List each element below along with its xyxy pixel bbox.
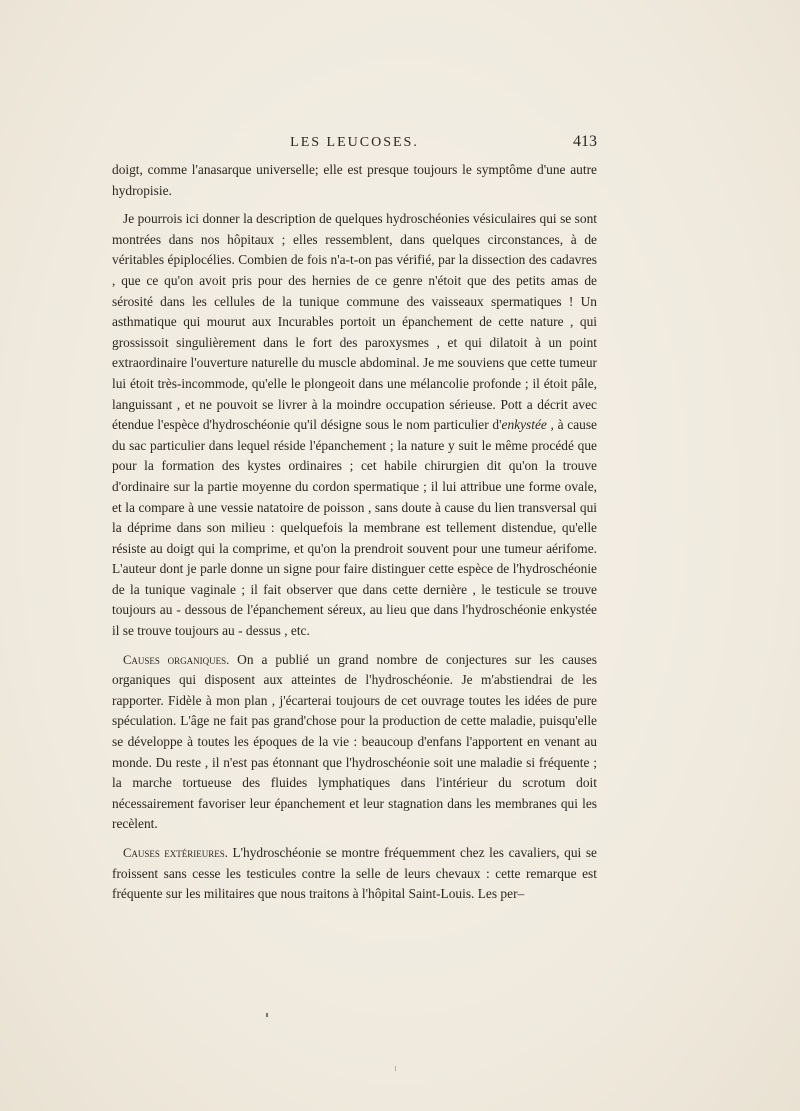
section-heading-causes-exterieures: Causes extérieures. [123,846,228,860]
italic-term-enkystee: enkystée , [501,417,554,433]
paragraph-text: On a publié un grand nombre de conjectures sur les causes organiques qui disposent aux atteintes de l'hydroschéonie. Je m'abstiendrai de les rapporter. Fidèle à mon plan , j'écarterai toujours de cet ouvrage toutes les idées de pure spéculation. L'âge ne fait pas grand'chose pour la production de cette maladie, puisqu'elle se développe à toutes les époques de la vie : beaucoup d'enfans l'apportent en venant au monde. Du reste , il n'est pas étonnant que l'hydroschéonie soit une maladie si fréquente ; la marche tortueuse des fluides lymphatiques dans l'intérieur du scrotum doit nécessairement favoriser leur épanchement et leur stagnation dans les membranes qui les recèlent. [112,651,597,832]
paragraph-causes-exterieures [112,843,597,905]
paragraph-vesicular-hydroscheonies [112,209,597,641]
paragraph-text: Je pourrois ici donner la description de quelques hydroschéonies vésiculaires qui se sont montrées dans nos hôpitaux ; elles ressemblent, dans quelques circonstances, à de véritables épiplocélies. Combien de fois n'a-t-on pas vérifié, par la dissection des cadavres , que ce qu'on avoit pris pour des hernies de ce genre n'étoit que des petits amas de sérosité dans les cellules de la tunique commune des vaisseaux spermatiques ! Un asthmatique qui mourut aux Incurables portoit un épanchement de cette nature , qui grossissoit singulièrement dans le fort des paroxysmes , et qui dilatoit à un point extraordinaire l'ouverture naturelle du muscle abdominal. Je me souviens que cette tumeur lui étoit très-incommode, qu'elle le plongeoit dans une mélancolie profonde ; il étoit pâle, languissant , et ne pouvoit se livrer à la moindre occupation sérieuse. Pott a décrit avec étendue l'espèce d'hydroschéonie qu'il désigne sous le nom particulier d' [112,211,597,433]
paragraph-text: L'hydroschéonie se montre fréquemment chez les cavaliers, qui se froissent sans cesse les testicules contre la selle de leurs chevaux : cette remarque est fréquente sur les militaires que nous traitons à l'hôpital Saint-Louis. Les per– [112,845,597,902]
running-title: LES LEUCOSES. [290,135,419,150]
paragraph-continuation: doigt, comme l'anasarque universelle; elle est presque toujours le symptôme d'une autre hydropisie. [112,162,597,198]
body-text [112,160,597,905]
page-header [112,133,597,159]
section-heading-causes-organiques: Causes organiques. [123,652,230,667]
paper-speck [266,1013,268,1017]
page-number: 413 [573,133,597,150]
paragraph-causes-organiques [112,650,597,835]
paper-speck [395,1066,396,1071]
paragraph-text-continued: à cause du sac particulier dans lequel réside l'épanchement ; la nature y suit le même procédé que pour la formation des kystes ordinaires ; cet habile chirurgien dit qu'on la trouve d'ordinaire sur la partie moyenne du cordon spermatique ; il lui attribue une forme ovale, et la compare à une vessie natatoire de poisson , sans doute à cause du lien transversal qui la déprime dans son milieu : quelquefois la membrane est tellement distendue, qu'elle résiste au doigt qui la comprime, et qu'on la prendroit souvent pour une tumeur aérifome. L'auteur dont je parle donne un signe pour faire distinguer cette espèce de l'hydroschéonie de la tunique vaginale ; il fait observer que dans cette dernière , le testicule se trouve toujours au - dessous de l'épanchement séreux, au lieu que dans l'hydroschéonie enkystée il se trouve toujours au - dessus , etc. [112,417,597,639]
